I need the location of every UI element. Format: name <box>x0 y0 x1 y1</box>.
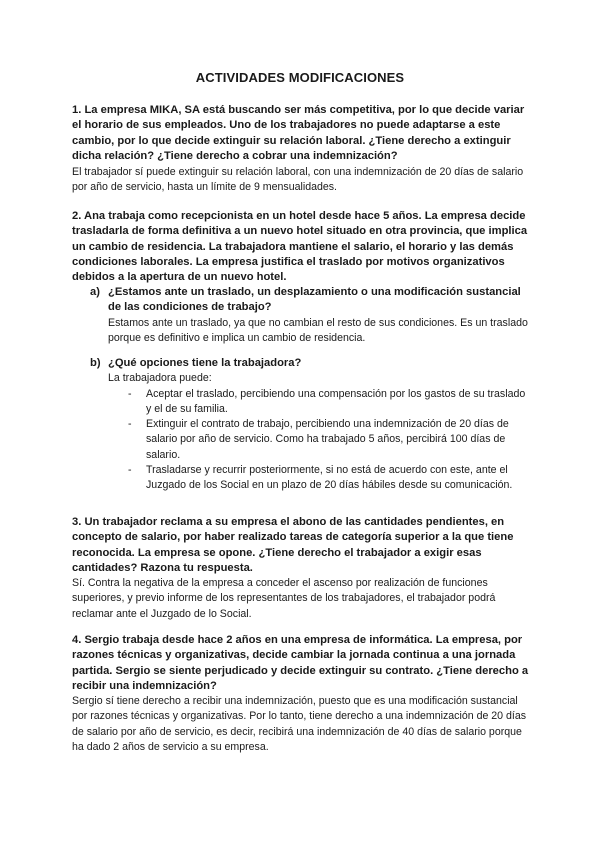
question-1: 1. La empresa MIKA, SA está buscando ser más competitiva, por lo que decide variar el horario de sus empleados. Uno de los trabajadores no puede adaptarse a este cambio, por lo que decide extinguir su relación laboral. ¿Tiene derecho a extinguir dicha relación? ¿Tiene derecho a cobrar una indemnización? <box>72 104 525 162</box>
sub-answer-a: Estamos ante un traslado, ya que no cambian el resto de sus condiciones. Es un traslado porque es definitivo e implica un cambio de residencia. <box>108 316 528 344</box>
sub-question-b-text: ¿Qué opciones tiene la trabajadora? <box>108 357 302 369</box>
question-4: 4. Sergio trabaja desde hace 2 años en una empresa de informática. La empresa, por razones técnicas y organizativas, decide cambiar la jornada continua a una jornada partida. Sergio se siente perjudicado y decide extinguir su contrato. ¿Tiene derecho a recibir una indemnización? <box>72 634 529 692</box>
option-text: Aceptar el traslado, percibiendo una compensación por los gastos de su traslado y el de su familia. <box>146 387 526 415</box>
answer-4: Sergio sí tiene derecho a recibir una indemnización, puesto que es una modificación sustancial por razones técnicas y organizativas. Por lo tanto, tiene derecho a una indemnización de 20 días de salario por año de servicio, es decir, recibirá una indemnización de 40 días de salario porque ha dado 2 años de servicio a su empresa. <box>72 695 527 753</box>
list-item <box>108 387 530 418</box>
sub-question-a-text: ¿Estamos ante un traslado, un desplazamiento o una modificación sustancial de las condiciones de trabajo? <box>108 286 521 314</box>
sub-answer-b-intro: La trabajadora puede: <box>108 372 212 385</box>
dash-bullet: - <box>128 387 132 400</box>
sub-label-a: a) <box>90 286 100 298</box>
option-text: Trasladarse y recurrir posteriormente, si no está de acuerdo con este, ante el Juzgado de los Social en un plazo de 20 días hábiles desde su comunicación. <box>146 464 513 492</box>
options-list <box>108 387 530 494</box>
list-item <box>108 463 530 494</box>
page-title: ACTIVIDADES MODIFICACIONES <box>195 70 405 85</box>
sub-question-a <box>90 285 530 346</box>
sub-question-b <box>90 356 530 494</box>
option-text: Extinguir el contrato de trabajo, percibiendo una indemnización de 20 días de salario por año de servicio. Como ha trabajado 5 años, percibirá 100 días de salario. <box>146 418 509 461</box>
answer-1: El trabajador sí puede extinguir su relación laboral, con una indemnización de 20 días de salario por año de servicio, hasta un límite de 9 mensualidades. <box>72 166 524 194</box>
dash-bullet: - <box>128 418 132 431</box>
question-2: 2. Ana trabaja como recepcionista en un hotel desde hace 5 años. La empresa decide trasladarla de forma definitiva a un nuevo hotel situado en otra provincia, que implica un cambio de residencia. La trabajadora mantiene el salario, el horario y las demás condiciones laborales. La empresa justifica el traslado por motivos organizativos debidos a la apertura de un nuevo hotel. <box>72 210 528 284</box>
question-3: 3. Un trabajador reclama a su empresa el abono de las cantidades pendientes, en concepto de salario, por haber realizado tareas de categoría superior a la que tiene reconocida. La empresa se opone. ¿Tiene derecho el trabajador a exigir esas cantidades? Razona tu respuesta. <box>72 516 514 574</box>
list-item <box>108 417 530 463</box>
dash-bullet: - <box>128 464 132 477</box>
sub-label-b: b) <box>90 357 101 369</box>
answer-3: Sí. Contra la negativa de la empresa a conceder el ascenso por realización de funciones superiores, y previo informe de los representantes de los trabajadores, el trabajador podrá reclamar ante el Juzgado de lo Social. <box>72 577 496 620</box>
